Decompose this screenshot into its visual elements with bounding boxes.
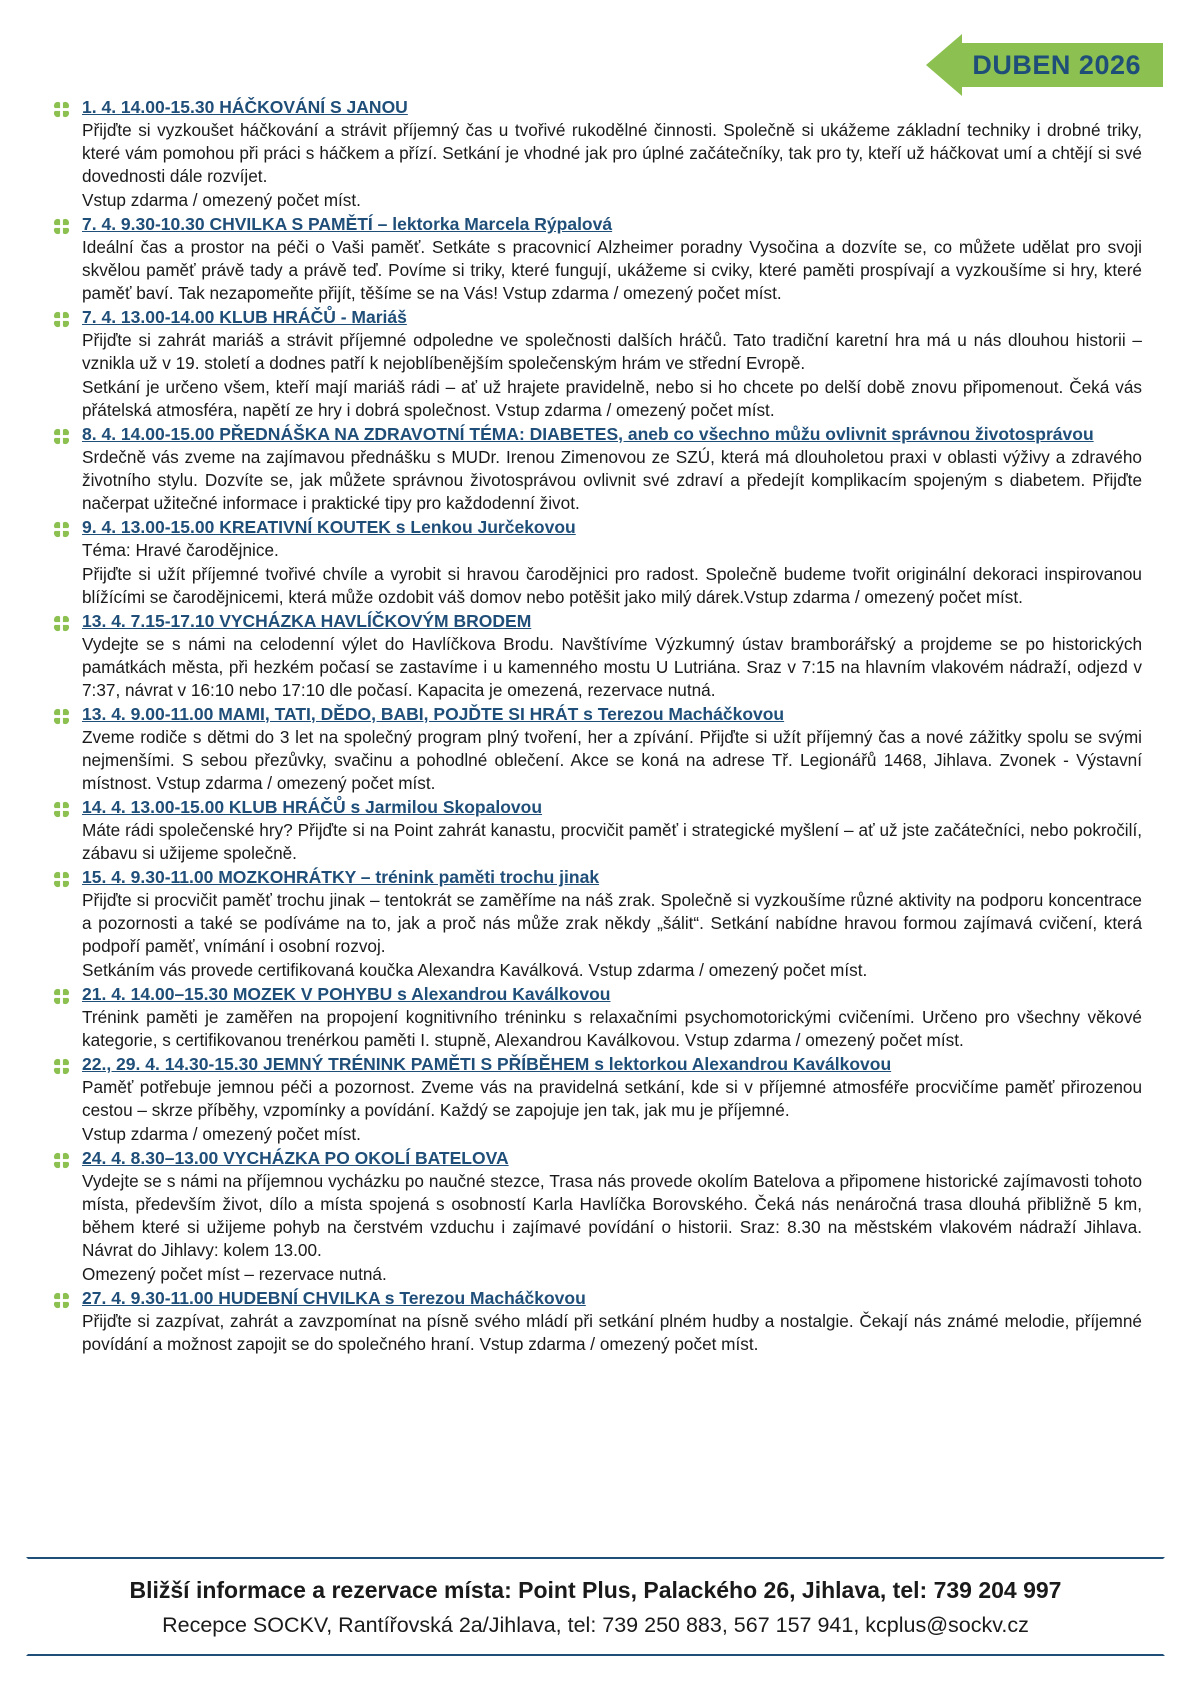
event-description bbox=[52, 889, 1142, 982]
events-list bbox=[52, 96, 1142, 1357]
event-description bbox=[52, 819, 1142, 865]
event-paragraph: Přijďte si procvičit paměť trochu jinak – tentokrát se zaměříme na náš zrak. Společně si vyzkoušíme různé aktivity na podporu koncentrace a pozornosti a také se podíváme na to, jak a proč nás může zrak někdy „šálit“. Setkání nabídne hravou formou zajímavá cvičení, která podpoří paměť, vnímání i osobní rozvoj. bbox=[82, 890, 1142, 957]
event-title: 1. 4. 14.00-15.30 HÁČKOVÁNÍ S JANOU bbox=[82, 97, 408, 117]
event-paragraph: Setkání je určeno všem, kteří mají mariáš rádi – ať už hrajete pravidelně, nebo si ho chcete po delší době znovu připomenout. Čeká vás přátelská atmosféra, napětí ze hry i dobrá společnost. Vstup zdarma / omezený počet míst. bbox=[82, 377, 1142, 420]
event-item bbox=[52, 796, 1142, 865]
event-title: 14. 4. 13.00-15.00 KLUB HRÁČŮ s Jarmilou Skopalovou bbox=[82, 796, 543, 817]
event-header bbox=[52, 983, 1142, 1005]
event-paragraph: Máte rádi společenské hry? Přijďte si na Point zahrát kanastu, procvičit paměť i strategické myšlení – ať už jste začátečníci, nebo pokročilí, zábavu si užijeme společně. bbox=[82, 820, 1142, 864]
event-description bbox=[52, 236, 1142, 305]
event-header bbox=[52, 1053, 1142, 1075]
event-item bbox=[52, 1053, 1142, 1146]
event-paragraph: Přijďte si vyzkoušet háčkování a strávit příjemný čas u tvořivé rukodělné činnosti. Společně si ukážeme základní techniky i drobné triky, které vám pomohou při práci s háčkem a přízí. Setkání je vhodné jak pro úplné začátečníky, tak pro ty, kteří už háčkovat umí a chtějí si své dovednosti dále rozvíjet. bbox=[82, 120, 1142, 187]
event-title: 22., 29. 4. 14.30-15.30 JEMNÝ TRÉNINK PAMĚTI S PŘÍBĚHEM s lektorkou Alexandrou Kaválkovou bbox=[82, 1054, 892, 1075]
event-description bbox=[52, 446, 1142, 515]
event-item bbox=[52, 866, 1142, 982]
event-paragraph: Přijďte si užít příjemné tvořivé chvíle a vyrobit si hravou čarodějnici pro radost. Společně budeme tvořit originální dekoraci inspirovanou blížícími se čarodějnicemi, která může ozdobit váš domov nebo potěšit jako milý dárek.Vstup zdarma / omezený počet míst. bbox=[82, 564, 1142, 607]
event-paragraph: Trénink paměti je zaměřen na propojení kognitivního tréninku s relaxačními psychomotorickými cvičeními. Určeno pro všechny věkové kategorie, s certifikovanou trenérkou paměti I. stupně, Alexandrou Kaválkovou. Vstup zdarma / omezený počet míst. bbox=[82, 1007, 1142, 1051]
event-title: 27. 4. 9.30-11.00 HUDEBNÍ CHVILKA s Terezou Macháčkovou bbox=[82, 1287, 586, 1308]
event-header bbox=[52, 703, 1142, 725]
event-paragraph: Setkáním vás provede certifikovaná koučka Alexandra Kaválková. Vstup zdarma / omezený počet míst. bbox=[82, 960, 868, 981]
event-description bbox=[52, 726, 1142, 795]
event-item bbox=[52, 1147, 1142, 1286]
event-item bbox=[52, 306, 1142, 422]
clover-bullet-icon bbox=[52, 217, 71, 236]
event-paragraph: Téma: Hravé čarodějnice. bbox=[82, 540, 279, 561]
clover-bullet-icon bbox=[52, 1151, 71, 1170]
clover-bullet-icon bbox=[52, 520, 71, 539]
event-header bbox=[52, 516, 1142, 538]
footer-contact bbox=[26, 1557, 1165, 1656]
event-title: 7. 4. 13.00-14.00 KLUB HRÁČŮ - Mariáš bbox=[82, 306, 407, 327]
event-header bbox=[52, 96, 1142, 118]
event-description bbox=[52, 1006, 1142, 1052]
clover-bullet-icon bbox=[52, 987, 71, 1006]
event-title: 24. 4. 8.30–13.00 VYCHÁZKA PO OKOLÍ BATELOVA bbox=[82, 1148, 509, 1169]
event-paragraph: Vstup zdarma / omezený počet míst. bbox=[82, 190, 361, 211]
event-title: 7. 4. 9.30-10.30 CHVILKA S PAMĚTÍ – lektorka Marcela Rýpalová bbox=[82, 213, 613, 234]
event-header bbox=[52, 1287, 1142, 1309]
month-label: DUBEN 2026 bbox=[972, 49, 1141, 80]
event-description bbox=[52, 329, 1142, 422]
event-header bbox=[52, 1147, 1142, 1169]
event-paragraph: Vstup zdarma / omezený počet míst. bbox=[82, 1124, 361, 1145]
event-paragraph: Přijďte si zahrát mariáš a strávit příjemné odpoledne ve společnosti dalších hráčů. Tato tradiční karetní hra má u nás dlouhou historii – vznikla už v 19. století a dodnes patří k nejoblíbenějším společenským hrám ve střední Evropě. bbox=[82, 330, 1142, 374]
event-item bbox=[52, 96, 1142, 212]
arrow-left-icon bbox=[926, 34, 962, 96]
event-header bbox=[52, 866, 1142, 888]
clover-bullet-icon bbox=[52, 800, 71, 819]
event-header bbox=[52, 306, 1142, 328]
event-description bbox=[52, 1310, 1142, 1356]
event-item bbox=[52, 703, 1142, 795]
event-description bbox=[52, 633, 1142, 702]
clover-bullet-icon bbox=[52, 427, 71, 446]
clover-bullet-icon bbox=[52, 870, 71, 889]
event-description bbox=[52, 119, 1142, 212]
event-item bbox=[52, 610, 1142, 702]
event-paragraph: Přijďte si zazpívat, zahrát a zavzpomínat na písně svého mládí při setkání plném hudby a nostalgie. Čekají nás známé melodie, příjemné povídání a možnost zapojit se do společného hraní. Vstup zdarma / omezený počet míst. bbox=[82, 1311, 1142, 1355]
event-description bbox=[52, 539, 1142, 609]
event-title: 13. 4. 9.00-11.00 MAMI, TATI, DĚDO, BABI, POJĎTE SI HRÁT s Terezou Macháčkovou bbox=[82, 703, 785, 724]
event-paragraph: Vydejte se s námi na příjemnou vycházku po naučné stezce, Trasa nás provede okolím Batelova a připomene historické zajímavosti tohoto místa, především život, dílo a místa spojená s osobností Karla Havlíčka Borovského. Čeká nás nenáročná trasa dlouhá přibližně 5 km, během které si užijeme pohyb na čerstvém vzduchu i zajímavé povídání o historii. Sraz: 8.30 na městském vlakovém nádraží Jihlava. Návrat do Jihlavy: kolem 13.00. bbox=[82, 1171, 1142, 1261]
event-header bbox=[52, 213, 1142, 235]
event-paragraph: Ideální čas a prostor na péči o Vaši paměť. Setkáte s pracovnicí Alzheimer poradny Vysočina a dozvíte se, co můžete udělat pro svoji skvělou paměť právě tady a právě teď. Povíme si triky, které fungují, ukážeme si cviky, které paměti prospívají a vyzkoušíme si hry, které paměť baví. Tak nezapomeňte přijít, těšíme se na Vás! Vstup zdarma / omezený počet míst. bbox=[82, 237, 1142, 304]
event-header bbox=[52, 796, 1142, 818]
clover-bullet-icon bbox=[52, 614, 71, 633]
event-paragraph: Srdečně vás zveme na zajímavou přednášku s MUDr. Irenou Zimenovou ze SZÚ, která má dlouholetou praxi v oblasti výživy a zdravého životního stylu. Dozvíte se, jak můžete správnou životosprávou ovlivnit své zdraví a předejít komplikacím spojeným s diabetem. Přijďte načerpat užitečné informace i praktické tipy pro každodenní život. bbox=[82, 447, 1142, 513]
event-item bbox=[52, 1287, 1142, 1356]
event-paragraph: Paměť potřebuje jemnou péči a pozornost. Zveme vás na pravidelná setkání, kde si v příjemné atmosféře procvičíme paměť přirozenou cestou – skrze příběhy, vzpomínky a povídání. Každý se zapojuje jen tak, jak mu je příjemné. bbox=[82, 1077, 1142, 1121]
event-paragraph: Zveme rodiče s dětmi do 3 let na společný program plný tvoření, her a zpívání. Přijďte si užít příjemný čas a nové zážitky spolu se svými nejmenšími. S sebou přezůvky, svačinu a pohodlné oblečení. Akce se koná na adrese Tř. Legionářů 1468, Jihlava. Zvonek - Výstavní místnost. Vstup zdarma / omezený počet míst. bbox=[82, 727, 1142, 793]
footer-primary-line: Bližší informace a rezervace místa: Point Plus, Palackého 26, Jihlava, tel: 739 204 997 bbox=[129, 1576, 1062, 1603]
clover-bullet-icon bbox=[52, 707, 71, 726]
event-description bbox=[52, 1076, 1142, 1146]
clover-bullet-icon bbox=[52, 310, 71, 329]
event-header bbox=[52, 423, 1142, 445]
arrow-body bbox=[962, 43, 1163, 87]
event-title: 21. 4. 14.00–15.30 MOZEK V POHYBU s Alexandrou Kaválkovou bbox=[82, 983, 611, 1004]
event-title: 9. 4. 13.00-15.00 KREATIVNÍ KOUTEK s Lenkou Jurčekovou bbox=[82, 516, 576, 537]
event-description bbox=[52, 1170, 1142, 1285]
event-item bbox=[52, 213, 1142, 305]
event-item bbox=[52, 516, 1142, 609]
event-paragraph: Omezený počet míst – rezervace nutná. bbox=[82, 1263, 387, 1284]
event-title: 13. 4. 7.15-17.10 VYCHÁZKA HAVLÍČKOVÝM BRODEM bbox=[82, 610, 532, 631]
month-banner bbox=[926, 34, 1163, 96]
clover-bullet-icon bbox=[52, 100, 71, 119]
clover-bullet-icon bbox=[52, 1057, 71, 1076]
event-item bbox=[52, 423, 1142, 515]
arrow-shape bbox=[926, 34, 1163, 96]
event-title: 15. 4. 9.30-11.00 MOZKOHRÁTKY – trénink paměti trochu jinak bbox=[82, 867, 600, 887]
footer-secondary-line: Recepce SOCKV, Rantířovská 2a/Jihlava, tel: 739 250 883, 567 157 941, kcplus@sockv.cz bbox=[162, 1612, 1029, 1637]
clover-bullet-icon bbox=[52, 1291, 71, 1310]
event-item bbox=[52, 983, 1142, 1052]
event-header bbox=[52, 610, 1142, 632]
event-title: 8. 4. 14.00-15.00 PŘEDNÁŠKA NA ZDRAVOTNÍ TÉMA: DIABETES, aneb co všechno můžu ovlivnit správnou životosprávou bbox=[82, 423, 1094, 444]
event-paragraph: Vydejte se s námi na celodenní výlet do Havlíčkova Brodu. Navštívíme Výzkumný ústav bramborářský a projdeme se po historických památkách města, při hezkém počasí se zastavíme i u kamenného mostu U Lutriána. Sraz v 7:15 na hlavním vlakovém nádraží, odjezd v 7:37, návrat v 16:10 nebo 17:10 dle počasí. Kapacita je omezená, rezervace nutná. bbox=[82, 634, 1142, 700]
